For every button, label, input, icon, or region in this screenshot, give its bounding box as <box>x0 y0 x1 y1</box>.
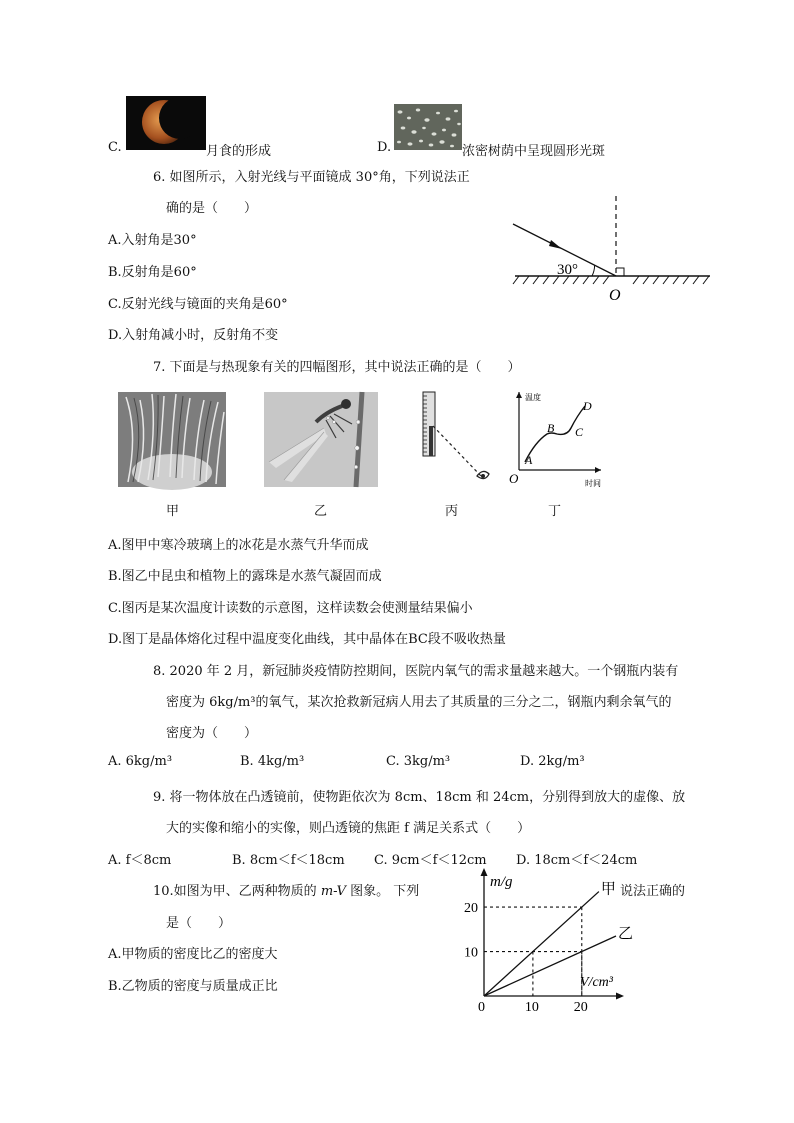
ray-arrowhead <box>549 240 562 249</box>
q6-option-c: C.反射光线与镜面的夹角是60° <box>108 297 288 312</box>
q6-option-a: A.入射角是30° <box>108 233 197 248</box>
thermometer-reading-diagram <box>415 390 495 490</box>
q10-option-a: A.甲物质的密度比乙的密度大 <box>108 947 278 962</box>
q8-option-b: B. 4kg/m³ <box>240 754 305 769</box>
y-tick-10: 10 <box>464 945 478 961</box>
q9-stem-line1: 9. 将一物体放在凸透镜前，使物距依次为 8cm、18cm 和 24cm，分别得到放大的虚像、放 <box>153 790 686 805</box>
q10-stem-mv: m-V <box>320 884 346 899</box>
thermometer-liquid <box>429 426 433 456</box>
time-axis-label: 时间 <box>585 479 601 488</box>
option-c-label: C. <box>108 140 122 155</box>
q8-stem-line2: 密度为 6kg/m³的氧气，某次抢救新冠病人用去了其质量的三分之二，钢瓶内剩余氧气的 <box>166 695 672 710</box>
x-tick-20: 20 <box>573 1000 588 1015</box>
q8-stem-line3: 密度为（ ） <box>166 726 258 741</box>
angle-arc <box>592 265 595 276</box>
caption-yi: 乙 <box>314 504 328 519</box>
point-d-label: D <box>583 399 592 413</box>
x-tick-10: 10 <box>524 1000 539 1015</box>
thermometer-scale <box>423 396 427 452</box>
q9-option-b: B. 8cm＜f＜18cm <box>232 853 345 868</box>
temperature-axis-label: 温度 <box>525 393 541 402</box>
q7-option-d: D.图丁是晶体熔化过程中温度变化曲线，其中晶体在BC段不吸收热量 <box>108 632 506 647</box>
series-label-1: 甲 <box>600 881 616 898</box>
q6-stem-line1: 6. 如图所示，入射光线与平面镜成 30°角，下列说法正 <box>153 170 470 185</box>
x-axis-arrow <box>616 993 624 1000</box>
q7-option-a: A.图甲中寒冷玻璃上的冰花是水蒸气升华而成 <box>108 538 369 553</box>
q7-stem: 7. 下面是与热现象有关的四幅图形，其中说法正确的是（ ） <box>153 360 521 375</box>
q9-option-d: D. 18cm＜f＜24cm <box>516 853 638 868</box>
q10-stem-part1: 10.如图为甲、乙两种物质的 <box>153 884 317 899</box>
q10-stem-line1b: 说法正确的 <box>620 884 686 899</box>
series-label-2: 乙 <box>618 926 634 942</box>
angle-label: 30° <box>557 262 578 278</box>
point-c-label: C <box>575 425 584 439</box>
caption-jia: 甲 <box>166 504 180 519</box>
y-tick-20: 20 <box>464 901 478 917</box>
q7-option-b: B.图乙中昆虫和植物上的露珠是水蒸气凝固而成 <box>108 569 382 584</box>
mirror-hatching <box>513 276 709 284</box>
y-axis-arrow <box>481 868 488 876</box>
x-axis-label: V/cm³ <box>580 975 613 990</box>
tree-shade-light-spots-photo <box>394 104 462 150</box>
q8-stem-line1: 8. 2020 年 2 月，新冠肺炎疫情防控期间，医院内氧气的需求量越来越大。一个钢瓶内装有 <box>153 664 679 679</box>
option-d-text: 浓密树荫中呈现圆形光斑 <box>462 144 606 159</box>
right-angle-mark <box>616 268 624 276</box>
q6-stem-line2: 确的是（ ） <box>166 201 258 216</box>
q9-option-a: A. f＜8cm <box>108 853 172 868</box>
graph-origin-label: O <box>509 471 519 486</box>
mass-volume-chart <box>452 868 634 1016</box>
lunar-eclipse-photo <box>126 96 206 150</box>
q10-stem-part2: 图象。 下列 <box>350 884 420 899</box>
time-axis-arrow <box>595 467 601 473</box>
sight-line <box>433 426 481 476</box>
light-spots-image <box>394 104 462 150</box>
q10-stem-line2: 是（ ） <box>166 916 232 931</box>
origin-label: 0 <box>478 1000 485 1015</box>
caption-bing: 丙 <box>445 504 459 519</box>
q8-option-a: A. 6kg/m³ <box>108 754 173 769</box>
q10-option-b: B.乙物质的密度与质量成正比 <box>108 979 278 994</box>
reflection-diagram <box>505 196 715 304</box>
option-c-text: 月食的形成 <box>206 144 272 159</box>
q8-option-c: C. 3kg/m³ <box>386 754 451 769</box>
moon-image <box>126 96 206 150</box>
y-axis-label: m/g <box>490 874 513 890</box>
point-a-label: A <box>525 453 533 467</box>
q6-option-d: D.入射角减小时，反射角不变 <box>108 328 279 343</box>
ice-flower-image <box>118 392 226 487</box>
eye-icon <box>477 471 489 478</box>
option-d-label: D. <box>377 140 392 155</box>
q9-option-c: C. 9cm＜f＜12cm <box>374 853 487 868</box>
point-b-label: B <box>547 421 555 435</box>
dragonfly-image <box>264 392 378 487</box>
point-o-label: O <box>609 287 621 304</box>
ice-flower-photo <box>118 392 226 487</box>
caption-ding: 丁 <box>548 504 562 519</box>
q6-option-b: B.反射角是60° <box>108 265 197 280</box>
q8-option-d: D. 2kg/m³ <box>520 754 585 769</box>
q10-stem-line1a <box>153 880 419 899</box>
temperature-axis-arrow <box>516 392 522 398</box>
q7-option-c: C.图丙是某次温度计读数的示意图，这样读数会使测量结果偏小 <box>108 601 473 616</box>
q9-stem-line2: 大的实像和缩小的实像，则凸透镜的焦距 f 满足关系式（ ） <box>166 821 531 836</box>
dragonfly-dew-photo <box>264 392 378 487</box>
melting-curve-graph <box>505 388 605 490</box>
